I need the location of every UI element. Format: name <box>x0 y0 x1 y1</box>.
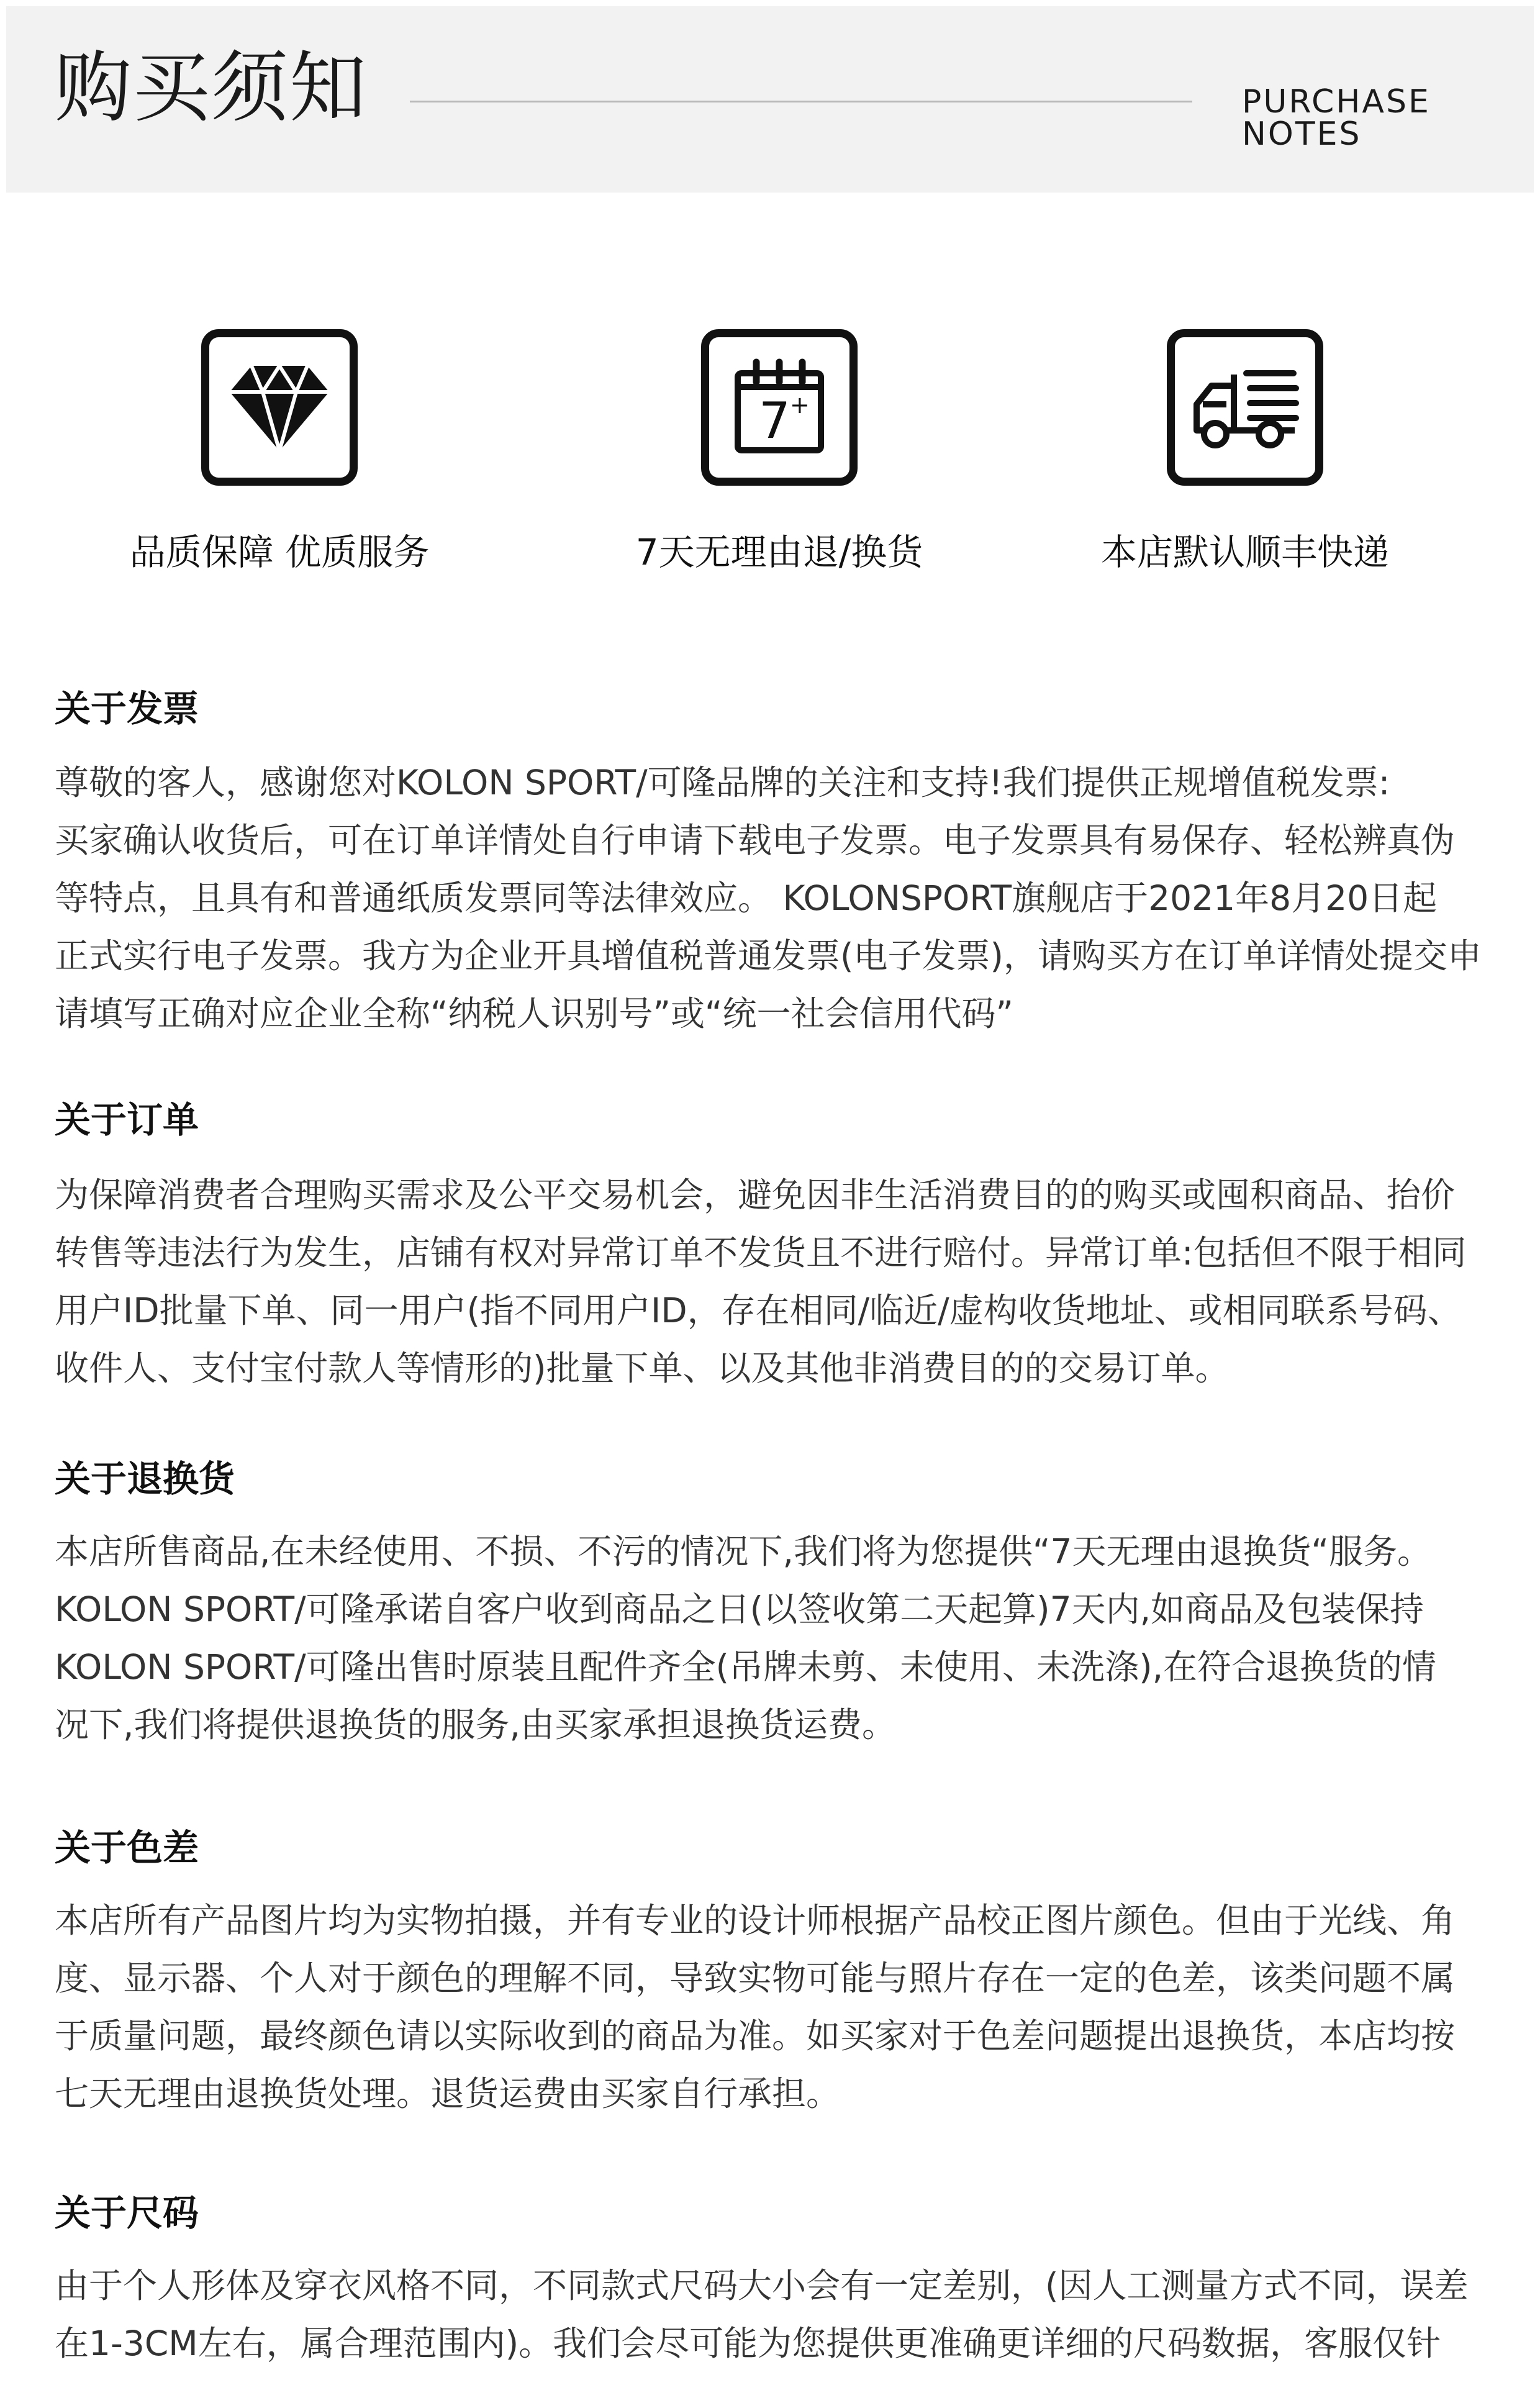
text-line: 在1-3CM左右，属合理范围内)。我们会尽可能为您提供更准确更详细的尺码数据，客服仅针 <box>55 2324 1441 2363</box>
text-line: 请填写正确对应企业全称“纳税人识别号”或“统一社会信用代码” <box>55 994 1013 1034</box>
page-title: 购买须知 <box>55 43 368 133</box>
header-divider <box>410 101 1192 102</box>
text-line: 由于个人形体及穿衣风格不同，不同款式尺码大小会有一定差别，(因人工测量方式不同，误差 <box>55 2266 1469 2306</box>
section-title-invoice: 关于发票 <box>55 688 199 730</box>
section-body-returns <box>55 1523 1508 1754</box>
text-line: 等特点，且具有和普通纸质发票同等法律效应。 KOLONSPORT旗舰店于2021年8月20日起 <box>55 878 1438 918</box>
section-title-size: 关于尺码 <box>55 2192 199 2234</box>
text-line: 于质量问题，最终颜色请以实际收到的商品为准。如买家对于色差问题提出退换货，本店均按 <box>55 2016 1456 2056</box>
text-line: 转售等违法行为发生，店铺有权对异常订单不发货且不进行赔付。异常订单:包括但不限于相同 <box>55 1233 1467 1273</box>
section-body-invoice <box>55 754 1508 1043</box>
section-body-order <box>55 1166 1508 1397</box>
text-line: 七天无理由退换货处理。退货运费由买家自行承担。 <box>55 2074 841 2114</box>
text-line: 尊敬的客人，感谢您对KOLON SPORT/可隆品牌的关注和支持!我们提供正规增值税发票: <box>55 763 1390 802</box>
text-line: 为保障消费者合理购买需求及公平交易机会，避免因非生活消费目的的购买或囤积商品、抬价 <box>55 1175 1456 1215</box>
text-line: 本店所有产品图片均为实物拍摄，并有专业的设计师根据产品校正图片颜色。但由于光线、角 <box>55 1901 1456 1940</box>
text-line: 收件人、支付宝付款人等情形的)批量下单、以及其他非消费目的的交易订单。 <box>55 1348 1230 1388</box>
text-line: 用户ID批量下单、同一用户(指不同用户ID，存在相同/临近/虚构收货地址、或相同联系号码、 <box>55 1291 1462 1330</box>
feature-label: 7天无理由退/换货 <box>635 531 923 573</box>
feature-label: 品质保障 优质服务 <box>129 531 430 573</box>
calendar-7-icon <box>701 329 858 486</box>
text-line: 度、显示器、个人对于颜色的理解不同，导致实物可能与照片存在一定的色差，该类问题不属 <box>55 1958 1456 1998</box>
diamond-icon <box>201 329 358 486</box>
text-line: KOLON SPORT/可隆出售时原装且配件齐全(吊牌未剪、未使用、未洗涤),在符合退换货的情 <box>55 1647 1437 1687</box>
page-header <box>6 6 1534 193</box>
text-line: 本店所售商品,在未经使用、不损、不污的情况下,我们将为您提供“7天无理由退换货“服务。 <box>55 1532 1431 1571</box>
section-title-color: 关于色差 <box>55 1827 199 1869</box>
text-line: 正式实行电子发票。我方为企业开具增值税普通发票(电子发票)，请购买方在订单详情处提交申 <box>55 936 1482 976</box>
section-title-order: 关于订单 <box>55 1099 199 1141</box>
feature-label: 本店默认顺丰快递 <box>1100 531 1389 573</box>
text-line: 况下,我们将提供退换货的服务,由买家承担退换货运费。 <box>55 1705 896 1745</box>
section-body-color <box>55 1892 1508 2123</box>
section-body-size <box>55 2257 1508 2373</box>
section-title-returns: 关于退换货 <box>55 1458 235 1500</box>
delivery-truck-icon <box>1167 329 1323 486</box>
calendar-plus: + <box>790 391 810 419</box>
page-subtitle: PURCHASE NOTES <box>1242 83 1431 153</box>
text-line: KOLON SPORT/可隆承诺自客户收到商品之日(以签收第二天起算)7天内,如商品及包装保持 <box>55 1589 1424 1629</box>
text-line: 买家确认收货后，可在订单详情处自行申请下载电子发票。电子发票具有易保存、轻松辨真伪 <box>55 820 1456 860</box>
calendar-number: 7 <box>759 392 790 450</box>
